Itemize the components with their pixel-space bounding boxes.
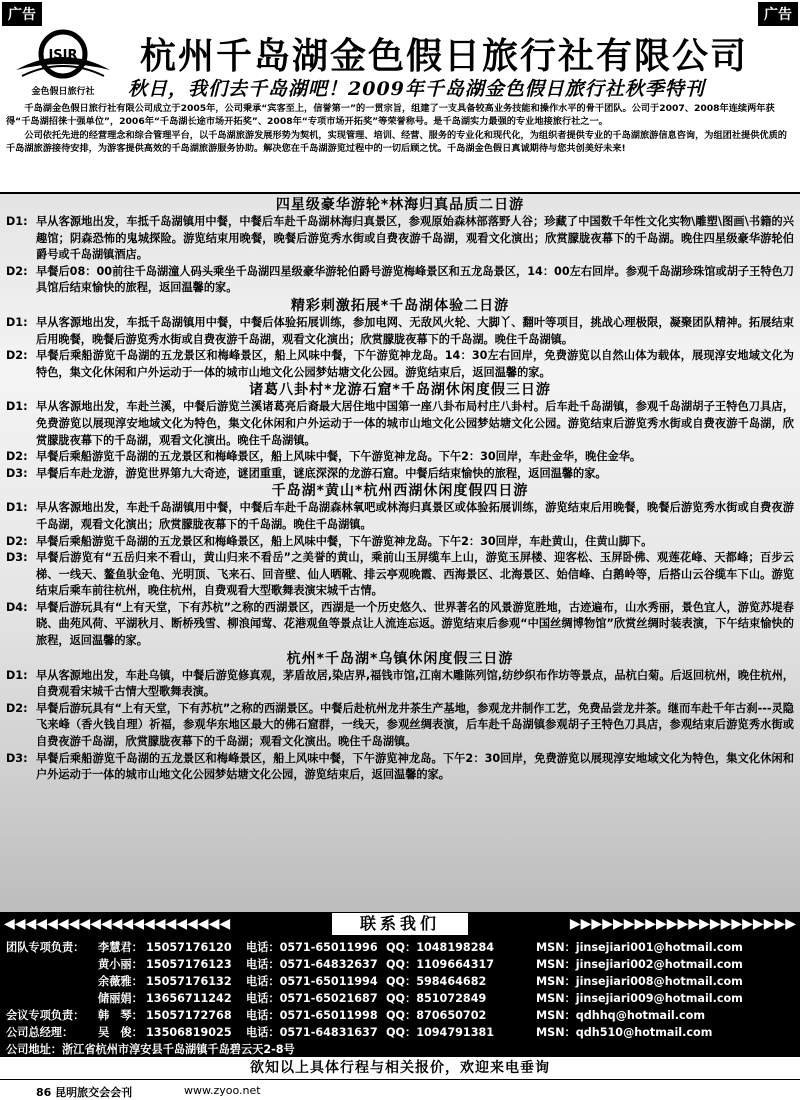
itinerary-day xyxy=(6,600,794,650)
itinerary-day xyxy=(6,315,794,348)
itinerary-day xyxy=(6,399,794,449)
contact-msn: MSN：jinsejiari001@hotmail.com xyxy=(536,941,743,954)
contact-name: 黄小丽： xyxy=(98,958,143,971)
ad-label-left: 广告 xyxy=(2,2,42,26)
contact-qq: QQ：598464682 xyxy=(386,975,487,988)
contact-tel: 电话：0571-65011996 xyxy=(246,941,378,954)
contact-msn: MSN：jinsejiari009@hotmail.com xyxy=(536,992,743,1005)
route-title: 杭州*千岛湖*乌镇休闲度假三日游 xyxy=(286,650,514,667)
contact-name: 李慧君： xyxy=(98,941,143,954)
contact-row xyxy=(6,956,796,973)
contact-role xyxy=(6,973,98,990)
website-link[interactable]: www.zyoo.net xyxy=(184,1084,261,1097)
contact-list xyxy=(6,939,796,1058)
day-text: 早餐后乘船游览千岛湖的五龙景区和梅峰景区，船上风味中餐，下午游览神龙岛。下午2：30回岸，车赴黄山，住黄山脚下。 xyxy=(36,534,653,548)
contact-mobile: 15057176120 xyxy=(146,941,232,954)
contact-role xyxy=(6,990,98,1007)
contact-tel: 电话：0571-65021687 xyxy=(246,992,378,1005)
day-label: D3: xyxy=(6,551,28,565)
contact-msn: MSN：qdh510@hotmail.com xyxy=(536,1026,713,1039)
company-name: 杭州千岛湖金色假日旅行社有限公司 xyxy=(140,35,749,77)
day-label: D1: xyxy=(6,400,28,414)
contact-name: 余薇雅： xyxy=(98,975,143,988)
contact-mobile: 13656711242 xyxy=(146,992,232,1005)
right-arrows-icon: ▶▶▶▶▶▶▶▶▶▶▶▶▶▶▶▶▶▶▶▶▶ xyxy=(569,916,796,932)
route-title: 千岛湖*黄山*杭州西湖休闲度假四日游 xyxy=(271,483,529,500)
day-label: D2: xyxy=(6,701,28,715)
contact-qq: QQ：1109664317 xyxy=(386,958,495,971)
contact-mobile: 15057172768 xyxy=(146,1009,232,1022)
itinerary-day xyxy=(6,701,794,751)
itinerary-day xyxy=(6,668,794,701)
day-text: 早餐后乘船游览千岛湖的五龙景区和梅峰景区，船上风味中餐，下午游览神龙岛。14：30左右回岸，免费游览以自然山体为载体，展现淳安地域文化为特色，集文化休闲和户外运动于一体的城市山地文化公园梦姑塘文化公园。游览结束后，返回温馨的家。 xyxy=(36,349,794,379)
itinerary-day xyxy=(6,214,794,264)
contact-msn: MSN：jinsejiari008@hotmail.com xyxy=(536,975,743,988)
contact-name: 韩 琴： xyxy=(98,1009,143,1022)
itinerary-day xyxy=(6,550,794,600)
footer-page-info xyxy=(36,1084,132,1100)
itinerary-section xyxy=(0,192,800,912)
day-label: D4: xyxy=(6,600,28,614)
contact-qq: QQ：1048198284 xyxy=(386,941,495,954)
ad-label-right: 广告 xyxy=(758,2,798,26)
day-label: D2: xyxy=(6,349,28,363)
contact-name: 吴 俊： xyxy=(98,1026,143,1039)
contact-role: 公司总经理： xyxy=(6,1026,74,1039)
contact-role: 团队专项负责： xyxy=(6,941,85,954)
contact-msn: MSN：qdhhq@hotmail.com xyxy=(536,1009,705,1022)
day-label: D1: xyxy=(6,501,28,515)
day-label: D3: xyxy=(6,466,28,480)
contact-tel: 电话：0571-64831637 xyxy=(246,1026,378,1039)
contact-tel: 电话：0571-65011994 xyxy=(246,975,378,988)
day-text: 早餐后游览有“五岳归来不看山，黄山归来不看岳”之美誉的黄山，乘前山玉屏缆车上山，游览玉屏楼、迎客松、玉屏卧佛、观莲花峰、天都峰；百步云梯、一线天、鳌鱼驮金龟、光明顶、飞来石、回音壁、仙人晒靴、排云亭观晚霞、西海景区、北海景区、始信峰、白鹅岭等，后搭山云谷缆车下山。游览结束后乘车前往杭州，晚住杭州，自费观看大型歌舞表演宋城千古情。 xyxy=(36,551,794,598)
company-address: 公司地址：浙江省杭州市淳安县千岛湖镇千岛碧云天2-8号 xyxy=(6,1043,295,1056)
day-label: D1: xyxy=(6,315,28,329)
day-label: D2: xyxy=(6,450,28,464)
company-logo xyxy=(8,24,118,102)
contact-title: 联系我们 xyxy=(332,913,468,935)
day-text: 早从客源地出发，车赴兰溪，中餐后游览兰溪诸葛亮后裔最大居住地中国第一座八卦布局村庄八卦村。后车赴千岛湖镇，参观千岛湖胡子王特色刀具店，免费游览以展现淳安地域文化为特色，集文化休闲和户外运动于一体的城市山地文化公园梦姑塘文化公园。游览结束后游览秀水街或自费夜游千岛湖，欣赏朦胧夜幕下的千岛湖，观看文化演出。晚住千岛湖镇。 xyxy=(36,400,794,447)
contact-role xyxy=(6,956,98,973)
intro-paragraph: 公司依托先进的经营理念和综合管理平台，以千岛湖旅游发展形势为契机，实现管理、培训、经营、服务的专业化和现代化，为组织者提供专业的千岛湖旅游信息咨询，为组团社提供优质的千岛湖旅游接待安排，为游客提供高效的千岛湖旅游服务协助。解决您在千岛湖游览过程中的一切后顾之忧。千岛湖金色假日真诚期待与您共创美好未来! xyxy=(6,129,787,155)
logo-caption: 金色假日旅行社 xyxy=(31,87,95,97)
route-title: 精彩刺激拓展*千岛湖体验二日游 xyxy=(290,297,510,314)
itinerary-day xyxy=(6,348,794,381)
contact-section xyxy=(0,912,800,1080)
magazine-name: 昆明旅交会会刊 xyxy=(55,1086,133,1099)
day-label: D1: xyxy=(6,668,28,682)
day-label: D3: xyxy=(6,751,28,765)
contact-row xyxy=(6,1007,796,1024)
header xyxy=(0,18,800,100)
day-text: 早餐后乘船游览千岛湖的五龙景区和梅峰景区，船上风味中餐，下午游览神龙岛。下午2：30回岸，车赴金华，晚住金华。 xyxy=(36,450,642,464)
day-text: 早从客源地出发，车抵千岛湖镇用中餐，中餐后体验拓展训练，参加电网、无敌风火轮、大脚丫、翻叶等项目，挑战心理极限，凝聚团队精神。拓展结束后用晚餐，晚餐后游览秀水街或自费夜游千岛湖，观看文化演出；欣赏朦胧夜幕下的千岛湖。晚住千岛湖镇。 xyxy=(36,315,794,346)
itinerary-day xyxy=(6,500,794,533)
contact-row xyxy=(6,973,796,990)
day-text: 早从客源地出发，车赴千岛湖镇用中餐，中餐后车赴千岛湖森林氧吧或林海归真景区或体验拓展训练，游览结束后用晚餐，晚餐后游览秀水街或自费夜游千岛湖，观看文化演出；欣赏朦胧夜幕下的千岛湖。晚住千岛湖镇。 xyxy=(36,501,794,531)
left-arrows-icon: ◀◀◀◀◀◀◀◀◀◀◀◀◀◀◀◀◀◀◀◀◀ xyxy=(4,916,231,932)
contact-tel: 电话：0571-65011998 xyxy=(246,1009,378,1022)
itinerary-day xyxy=(6,751,794,784)
contact-mobile: 13506819025 xyxy=(146,1026,232,1039)
page-number: 86 xyxy=(36,1086,52,1099)
day-label: D2: xyxy=(6,534,28,548)
intro-paragraph: 千岛湖金色假日旅行社有限公司成立于2005年，公司秉承“宾客至上，信誉第一”的一贯宗旨，组建了一支具备较高业务技能和操作水平的骨干团队。公司于2007、2008年连续两年获得“千岛湖招徕十强单位”，2006年“千岛湖长途市场开拓奖”、2008年“专项市场开拓奖”等荣誉称号。是千岛湖实力最强的专业地接旅行社之一。 xyxy=(6,103,775,128)
contact-mobile: 15057176123 xyxy=(146,958,232,971)
route-title: 诸葛八卦村*龙游石窟*千岛湖休闲度假三日游 xyxy=(249,382,551,399)
contact-row xyxy=(6,939,796,956)
itinerary-day xyxy=(6,449,794,466)
closing-line: 欲知以上具体行程与相关报价，欢迎来电垂询 xyxy=(0,1057,800,1079)
route-title: 四星级豪华游轮*林海归真品质二日游 xyxy=(275,197,525,213)
contact-row xyxy=(6,1024,796,1041)
itinerary-day xyxy=(6,534,794,551)
day-label: D1: xyxy=(6,215,28,228)
day-text: 早餐后游玩具有“上有天堂，下有苏杭”之称的西湖景区。中餐后赴杭州龙井茶生产基地，参观龙井制作工艺，免费品尝龙井茶。继而车赴千年古刹---灵隐飞来峰（香火钱自理）祈福，参观华东地区最大的佛石窟群，一线天，参观丝绸表演，后车赴千岛湖镇参观胡子王特色刀具店，参观结束后游览秀水街或自费夜游千岛湖，欣赏朦胧夜幕下的千岛湖；观看文化演出。晚住千岛湖镇。 xyxy=(36,701,794,749)
contact-tel: 电话：0571-64832637 xyxy=(246,958,378,971)
slogan: 秋日，我们去千岛湖吧！2009年千岛湖金色假日旅行社秋季特刊 xyxy=(128,78,705,100)
contact-name: 储丽娟： xyxy=(98,992,143,1005)
page-footer xyxy=(0,1082,800,1100)
contact-qq: QQ：1094791381 xyxy=(386,1026,495,1039)
contact-mobile: 15057176132 xyxy=(146,975,232,988)
itinerary-day xyxy=(6,264,794,297)
day-text: 早餐后游玩具有“上有天堂，下有苏杭”之称的西湖景区，西湖是一个历史悠久、世界著名的风景游览胜地，古迹遍布，山水秀丽，景色宜人，游览苏堤春晓、曲苑风荷、平湖秋月、断桥残雪、柳浪闻莺、花港观鱼等景点让人流连忘返。游览结束后参观“中国丝绸博物馆”欣赏丝绸时装表演，下午结束愉快的旅程，返回温馨的家。 xyxy=(36,600,794,648)
logo-text: JSJR xyxy=(48,48,78,63)
contact-qq: QQ：851072849 xyxy=(386,992,487,1005)
day-text: 早从客源地出发，车赴乌镇，中餐后游览修真观，茅盾故居,染店界,福钱市馆,江南木雕陈列馆,纺纱织布作坊等景点，品杭白菊。后返回杭州，晚住杭州，自费观看宋城千古情大型歌舞表演。 xyxy=(36,668,794,699)
contact-qq: QQ：870650702 xyxy=(386,1009,487,1022)
company-intro xyxy=(6,102,794,156)
contact-msn: MSN：jinsejiari002@hotmail.com xyxy=(536,958,743,971)
day-text: 早餐后08：00前往千岛湖潼人码头乘坐千岛湖四星级豪华游轮伯爵号游览梅峰景区和五龙岛景区，14：00左右回岸。参观千岛湖珍珠馆或胡子王特色刀具馆后结束愉快的旅程，返回温馨的家。 xyxy=(36,264,794,295)
day-label: D2: xyxy=(6,264,28,278)
contact-role: 会议专项负责： xyxy=(6,1009,85,1022)
itinerary-day xyxy=(6,466,794,483)
day-text: 早从客源地出发，车抵千岛湖镇用中餐，中餐后车赴千岛湖林海归真景区，参观原始森林部落野人谷；珍藏了中国数千年性文化实物\雕塑\图画\书籍的兴趣馆；阴森恐怖的鬼城探险。游览结束用晚餐，晚餐后游览秀水街或自费夜游千岛湖，观看文化演出；欣赏朦胧夜幕下的千岛湖。晚住四星级豪华游轮伯爵号或千岛湖镇酒店。 xyxy=(36,215,794,262)
day-text: 早餐后车赴龙游，游览世界第九大奇迹，谜团重重，谜底深深的龙游石窟。中餐后结束愉快的旅程，返回温馨的家。 xyxy=(36,466,607,480)
contact-row xyxy=(6,990,796,1007)
day-text: 早餐后乘船游览千岛湖的五龙景区和梅峰景区，船上风味中餐，下午游览神龙岛。下午2：30回岸，免费游览以展现淳安地域文化为特色，集文化休闲和户外运动于一体的城市山地文化公园梦姑塘文化公园，游览结束后，返回温馨的家。 xyxy=(36,751,794,782)
